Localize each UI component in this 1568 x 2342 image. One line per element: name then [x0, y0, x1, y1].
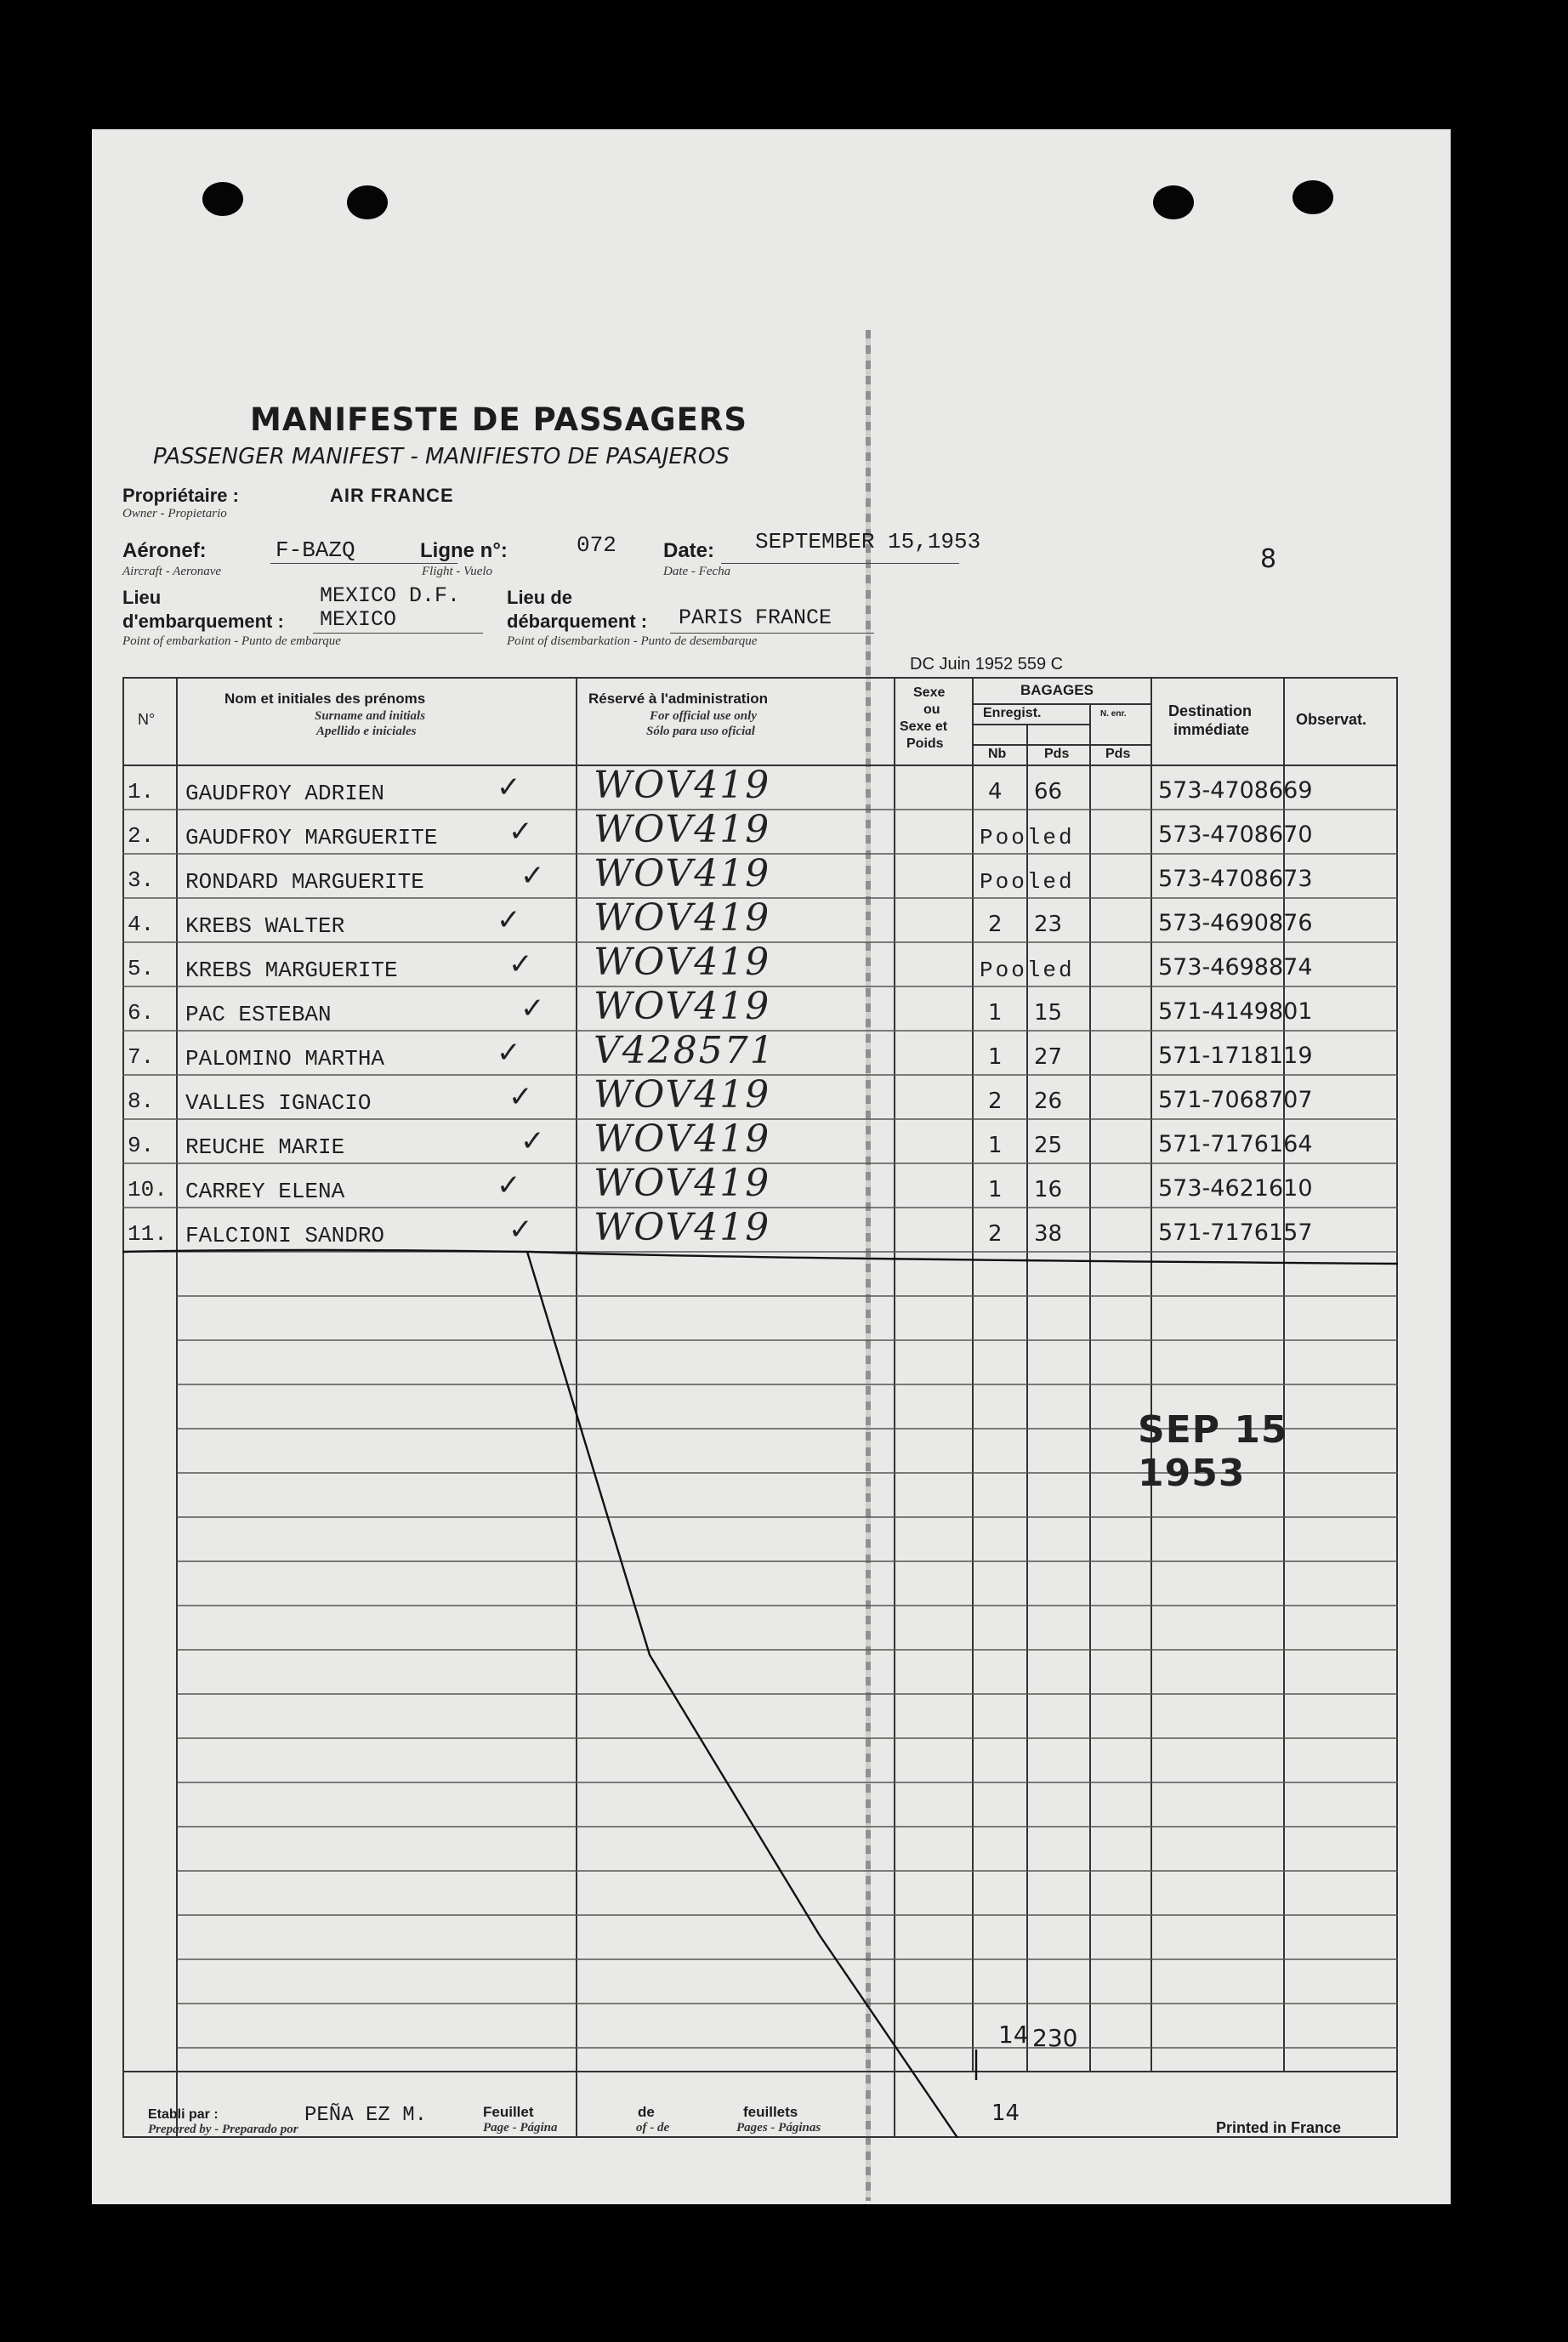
table-row — [122, 765, 1398, 810]
form-code: DC Juin 1952 559 C — [910, 655, 1064, 674]
col-non-registered: N. enr. — [1100, 709, 1127, 719]
of-label: de — [638, 2104, 655, 2120]
row-number: 6. — [128, 1000, 155, 1026]
admin-code: WOV419 — [594, 941, 771, 984]
baggage-weight: 16 — [1034, 1177, 1063, 1202]
admin-code: WOV419 — [594, 852, 771, 895]
row-number: 10. — [128, 1177, 168, 1202]
disembark-label-line1: Lieu de — [507, 587, 573, 608]
printed-in-france: Printed in France — [1216, 2119, 1342, 2136]
baggage-count: 4 — [988, 779, 1003, 804]
ticket-number: 571-1718119 — [1158, 1043, 1313, 1069]
col-baggage: BAGAGES — [1020, 682, 1094, 698]
baggage-count: 1 — [988, 1044, 1003, 1070]
passenger-name: CARREY ELENA — [185, 1179, 345, 1204]
embark-label-line2: d'embarquement : — [122, 611, 284, 632]
col-nb: Nb — [988, 747, 1007, 761]
owner-label: Propriétaire : — [122, 485, 239, 506]
baggage-pooled: Pooled — [980, 958, 1075, 983]
sheet-sublabel: Page - Página — [483, 2121, 558, 2135]
aircraft-label: Aéronef: — [122, 539, 207, 562]
passenger-count: 14 — [991, 2100, 1020, 2126]
row-number: 8. — [128, 1089, 155, 1114]
flight-label: Ligne n°: — [420, 539, 508, 562]
table-row — [122, 1163, 1398, 1208]
check-mark-icon: ✓ — [497, 1168, 521, 1202]
check-mark-icon: ✓ — [508, 947, 533, 981]
embark-value-line1: MEXICO D.F. — [320, 583, 461, 608]
col-name-sub1: Surname and initials — [315, 709, 426, 723]
ticket-number: 571-7176164 — [1158, 1131, 1313, 1157]
baggage-count: 1 — [988, 1000, 1003, 1026]
col-name-sub2: Apellido e iniciales — [316, 725, 417, 738]
disembark-value: PARIS FRANCE — [679, 605, 832, 630]
passenger-name: GAUDFROY MARGUERITE — [185, 825, 438, 850]
row-number: 4. — [128, 912, 155, 937]
col-admin-sub2: Sólo para uso oficial — [646, 725, 755, 738]
sheets-label: feuillets — [743, 2104, 798, 2120]
table-row — [122, 810, 1398, 854]
ticket-number: 573-4708670 — [1158, 821, 1313, 848]
admin-code: WOV419 — [594, 896, 771, 940]
prepared-sublabel: Prepared by - Preparado por — [148, 2123, 298, 2136]
ticket-number: 573-4698874 — [1158, 954, 1313, 981]
row-number: 1. — [128, 779, 155, 804]
baggage-count: 1 — [988, 1177, 1003, 1202]
passenger-name: PAC ESTEBAN — [185, 1002, 332, 1027]
date-label: Date: — [663, 539, 715, 562]
ticket-number: 571-7176157 — [1158, 1219, 1313, 1246]
col-pds-non-reg: Pds — [1105, 747, 1131, 761]
baggage-weight: 38 — [1034, 1221, 1063, 1247]
embark-sublabel: Point of embarkation - Punto de embarque — [122, 634, 341, 648]
row-number: 2. — [128, 823, 155, 849]
passenger-name: KREBS MARGUERITE — [185, 958, 398, 983]
baggage-weight: 26 — [1034, 1089, 1063, 1114]
passenger-name: PALOMINO MARTHA — [185, 1046, 385, 1072]
check-mark-icon: ✓ — [508, 1213, 533, 1247]
punch-hole — [1153, 185, 1194, 219]
disembark-label-line2: débarquement : — [507, 611, 648, 632]
check-mark-icon: ✓ — [508, 815, 533, 849]
passenger-name: RONDARD MARGUERITE — [185, 869, 424, 895]
total-pds: 230 — [1032, 2024, 1078, 2052]
disembark-sublabel: Point of disembarkation - Punto de desembarque — [507, 634, 758, 648]
sheet-label: Feuillet — [483, 2104, 534, 2120]
date-value: SEPTEMBER 15,1953 — [755, 529, 981, 554]
passenger-name: KREBS WALTER — [185, 913, 345, 939]
admin-code: WOV419 — [594, 1162, 771, 1205]
table-row — [122, 1119, 1398, 1163]
row-number: 3. — [128, 867, 155, 893]
check-mark-icon: ✓ — [508, 1080, 533, 1114]
col-sex-2: ou — [923, 702, 940, 717]
admin-code: WOV419 — [594, 1117, 771, 1161]
table-row — [122, 1075, 1398, 1119]
passenger-name: REUCHE MARIE — [185, 1134, 345, 1160]
passenger-name: VALLES IGNACIO — [185, 1090, 372, 1116]
check-mark-icon: ✓ — [520, 992, 545, 1026]
passenger-name: FALCIONI SANDRO — [185, 1223, 385, 1248]
row-number: 11. — [128, 1221, 168, 1247]
col-destination-2: immédiate — [1173, 721, 1250, 738]
col-registered: Enregist. — [983, 706, 1042, 720]
owner-sublabel: Owner - Propietario — [122, 507, 227, 520]
manifest-subtitle: PASSENGER MANIFEST - MANIFIESTO DE PASAJEROS — [153, 444, 730, 469]
table-row — [122, 1208, 1398, 1252]
row-number: 9. — [128, 1133, 155, 1158]
col-sex-4: Poids — [906, 736, 944, 751]
baggage-count: 2 — [988, 1089, 1003, 1114]
manifest-page — [92, 129, 1451, 2204]
passenger-name: GAUDFROY ADRIEN — [185, 781, 385, 806]
aircraft-value: F-BAZQ — [276, 537, 355, 563]
baggage-weight: 23 — [1034, 912, 1063, 937]
admin-code: WOV419 — [594, 808, 771, 851]
table-row — [122, 898, 1398, 942]
table-row — [122, 986, 1398, 1031]
date-sublabel: Date - Fecha — [663, 565, 731, 578]
col-sex-1: Sexe — [913, 685, 946, 700]
check-mark-icon: ✓ — [497, 770, 521, 804]
table-row — [122, 942, 1398, 986]
check-mark-icon: ✓ — [497, 903, 521, 937]
check-mark-icon: ✓ — [497, 1036, 521, 1070]
table-row — [122, 1031, 1398, 1075]
prepared-value: PEÑA EZ M. — [304, 2104, 428, 2127]
sheet-mark: 8 — [1260, 544, 1277, 574]
owner-value: AIR FRANCE — [330, 485, 454, 506]
ticket-number: 573-4621610 — [1158, 1175, 1313, 1202]
baggage-count: 2 — [988, 912, 1003, 937]
passenger-table — [122, 677, 1398, 2138]
ticket-number: 571-4149801 — [1158, 998, 1313, 1025]
aircraft-sublabel: Aircraft - Aeronave — [122, 565, 222, 578]
date-stamp: SEP 15 1953 — [1138, 1408, 1288, 1495]
admin-code: WOV419 — [594, 985, 771, 1028]
baggage-weight: 66 — [1034, 779, 1063, 804]
punch-hole — [347, 185, 388, 219]
admin-code: WOV419 — [594, 1206, 771, 1249]
col-admin-sub1: For official use only — [650, 709, 757, 723]
col-pds: Pds — [1044, 747, 1070, 761]
punch-hole — [1292, 180, 1333, 214]
col-sex-3: Sexe et — [900, 719, 948, 734]
of-sublabel: of - de — [636, 2121, 670, 2135]
flight-value: 072 — [577, 532, 616, 558]
table-row — [122, 854, 1398, 898]
ticket-number: 573-4708673 — [1158, 866, 1313, 892]
baggage-pooled: Pooled — [980, 869, 1075, 895]
row-number: 7. — [128, 1044, 155, 1070]
sheets-sublabel: Pages - Páginas — [736, 2121, 821, 2135]
baggage-pooled: Pooled — [980, 825, 1075, 850]
admin-code: WOV419 — [594, 764, 771, 807]
embark-value-line2: MEXICO — [320, 607, 397, 632]
punch-hole — [202, 182, 243, 216]
check-mark-icon: ✓ — [520, 859, 545, 893]
ticket-number: 573-4708669 — [1158, 777, 1313, 804]
flight-sublabel: Flight - Vuelo — [422, 565, 493, 578]
ticket-number: 571-7068707 — [1158, 1087, 1313, 1113]
manifest-title: MANIFESTE DE PASSAGERS — [250, 401, 748, 438]
total-nb: 14 — [998, 2021, 1029, 2049]
check-mark-icon: ✓ — [520, 1124, 545, 1158]
col-admin: Réservé à l'administration — [588, 691, 768, 707]
embark-label-line1: Lieu — [122, 587, 162, 608]
col-no: N° — [138, 711, 156, 728]
baggage-count: 2 — [988, 1221, 1003, 1247]
col-name: Nom et initiales des prénoms — [224, 691, 426, 707]
admin-code: V428571 — [594, 1029, 775, 1072]
ticket-number: 573-4690876 — [1158, 910, 1313, 936]
baggage-weight: 25 — [1034, 1133, 1063, 1158]
col-destination-1: Destination — [1168, 702, 1253, 719]
baggage-weight: 15 — [1034, 1000, 1063, 1026]
row-number: 5. — [128, 956, 155, 981]
admin-code: WOV419 — [594, 1073, 771, 1117]
col-remarks: Observat. — [1296, 711, 1367, 728]
prepared-label: Etabli par : — [148, 2107, 219, 2122]
baggage-weight: 27 — [1034, 1044, 1063, 1070]
baggage-count: 1 — [988, 1133, 1003, 1158]
